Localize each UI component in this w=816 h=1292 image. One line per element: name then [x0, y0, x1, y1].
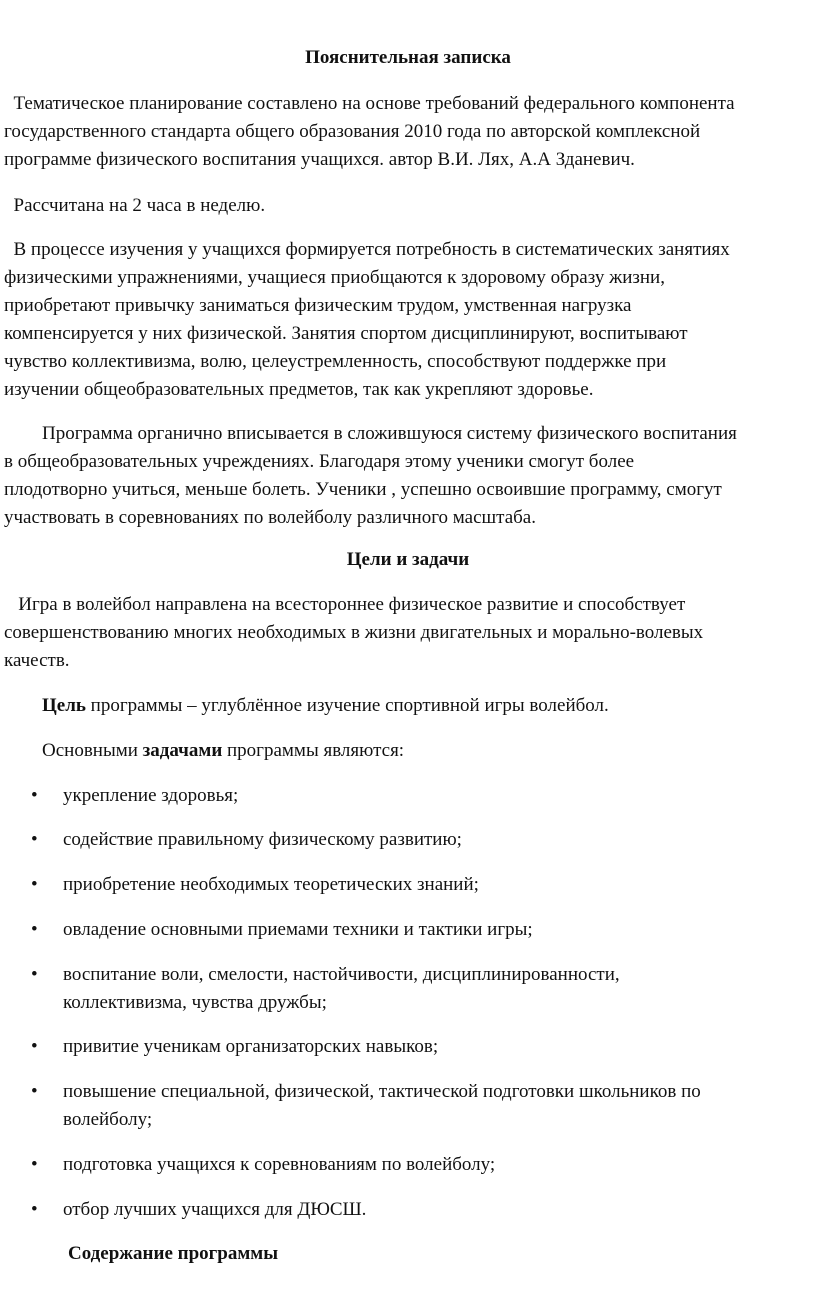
text-line: отбор лучших учащихся для ДЮСШ. [63, 1199, 367, 1220]
process-paragraph [4, 236, 814, 404]
text-line: физическими упражнениями, учащиеся приобщаются к здоровому образу жизни, [4, 267, 665, 288]
bullet-icon: • [31, 1199, 38, 1220]
text-line: Программа органично вписывается в сложившуюся систему физического воспитания [4, 423, 737, 444]
text-line: участвовать в соревнованиях по волейболу различного масштаба. [4, 507, 536, 528]
tasks-label: задачами [142, 740, 223, 761]
bullet-icon: • [31, 919, 38, 940]
text-line: Рассчитана на 2 часа в неделю. [4, 195, 266, 216]
tasks-intro [42, 737, 802, 765]
bullet-icon: • [31, 1081, 38, 1102]
text-line: подготовка учащихся к соревнованиям по волейболу; [63, 1154, 496, 1175]
text-line: волейболу; [63, 1109, 153, 1130]
text-line: в общеобразовательных учреждениях. Благодаря этому ученики смогут более [4, 451, 635, 472]
text-line: компенсируется у них физической. Занятия спортом дисциплинируют, воспитывают [4, 323, 688, 344]
text-line: овладение основными приемами техники и тактики игры; [63, 919, 533, 940]
tasks-suffix: программы являются: [222, 740, 405, 761]
text-line: содействие правильному физическому развитию; [63, 829, 462, 850]
list-item-text [63, 1151, 808, 1179]
list-item-text [63, 961, 808, 1017]
text-line: программе физического воспитания учащихся. автор В.И. Лях, А.А Зданевич. [4, 149, 635, 170]
list-item-text [63, 1078, 808, 1134]
bullet-icon: • [31, 1036, 38, 1057]
text-line: приобретают привычку заниматься физическим трудом, умственная нагрузка [4, 295, 632, 316]
text-line: укрепление здоровья; [63, 785, 239, 806]
text-line: В процессе изучения у учащихся формируется потребность в систематических занятиях [4, 239, 730, 260]
bullet-icon: • [31, 874, 38, 895]
bullet-icon: • [31, 829, 38, 850]
text-line: качеств. [4, 650, 70, 671]
text-line: государственного стандарта общего образования 2010 года по авторской комплексной [4, 121, 701, 142]
tasks-prefix: Основными [42, 740, 143, 761]
program-paragraph [4, 420, 814, 532]
text-line: Игра в волейбол направлена на всестороннее физическое развитие и способствует [4, 594, 686, 615]
list-item-text [63, 782, 808, 810]
bullet-icon: • [31, 964, 38, 985]
list-item-text [63, 1196, 808, 1224]
goal-text: программы – углублённое изучение спортивной игры волейбол. [85, 695, 609, 716]
content-heading: Содержание программы [68, 1243, 279, 1264]
text-line: повышение специальной, физической, тактической подготовки школьников по [63, 1081, 701, 1102]
volleyball-paragraph [4, 591, 814, 675]
text-line: коллективизма, чувства дружбы; [63, 992, 327, 1013]
bullet-icon: • [31, 1154, 38, 1175]
goals-heading: Цели и задачи [346, 549, 470, 570]
intro-paragraph [4, 90, 814, 174]
text-line: приобретение необходимых теоретических знаний; [63, 874, 479, 895]
list-item-text [63, 826, 808, 854]
text-line: чувство коллективизма, волю, целеустремленность, способствуют поддержке при [4, 351, 667, 372]
goal-paragraph [42, 692, 802, 720]
list-item-text [63, 871, 808, 899]
goal-label: Цель [42, 695, 86, 716]
text-line: совершенствованию многих необходимых в жизни двигательных и морально-волевых [4, 622, 704, 643]
text-line: Тематическое планирование составлено на основе требований федерального компонента [4, 93, 735, 114]
list-item-text [63, 1033, 808, 1061]
text-line: плодотворно учиться, меньше болеть. Ученики , успешно освоившие программу, смогут [4, 479, 722, 500]
list-item-text [63, 916, 808, 944]
document-title: Пояснительная записка [305, 47, 511, 68]
bullet-icon: • [31, 785, 38, 806]
text-line: изучении общеобразовательных предметов, так как укрепляют здоровье. [4, 379, 594, 400]
hours-paragraph [4, 192, 814, 220]
text-line: привитие ученикам организаторских навыков; [63, 1036, 439, 1057]
text-line: воспитание воли, смелости, настойчивости, дисциплинированности, [63, 964, 620, 985]
